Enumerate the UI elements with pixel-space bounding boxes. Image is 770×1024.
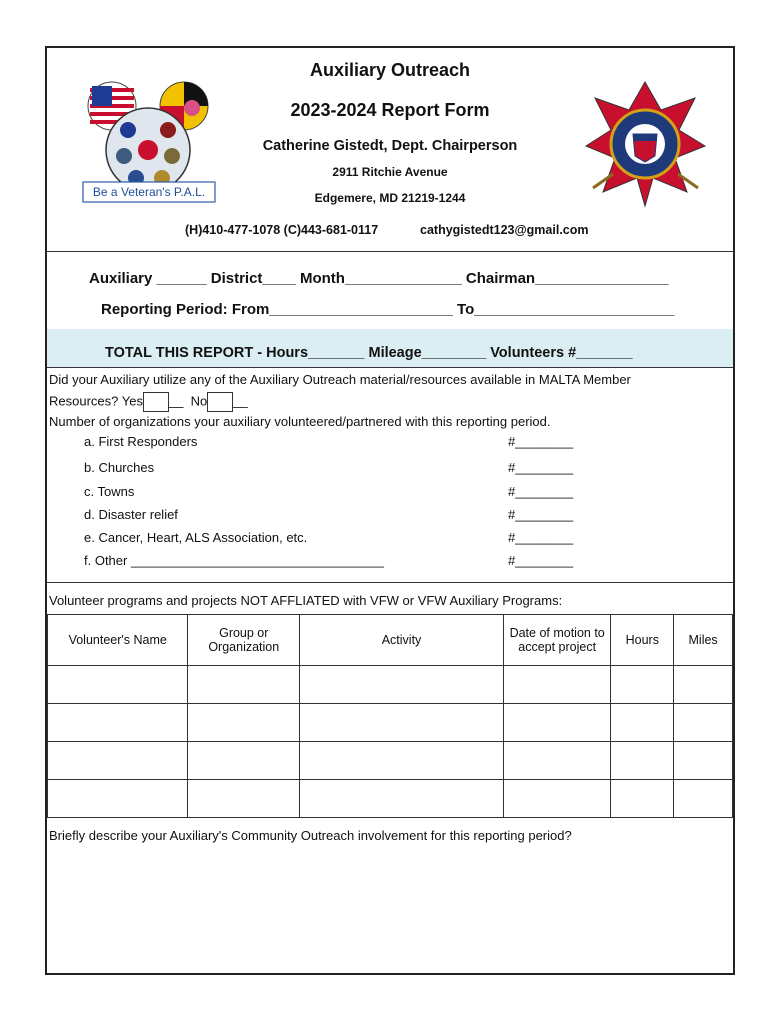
col-hours: Hours [611, 615, 674, 666]
table-cell[interactable] [300, 742, 504, 780]
reporting-period-line[interactable]: Reporting Period: From______________________ To________________________ [101, 301, 675, 318]
item-churches: b. Churches [84, 460, 155, 475]
table-cell[interactable] [300, 666, 504, 704]
table-cell[interactable] [674, 666, 733, 704]
total-report-line[interactable]: TOTAL THIS REPORT - Hours_______ Mileage________ Volunteers #_______ [105, 345, 633, 361]
email-address: cathygistedt123@gmail.com [420, 223, 589, 237]
question-malta-answer: Resources? Yes __ No __ [49, 392, 248, 412]
volunteer-programs-table [47, 614, 733, 818]
col-date-of-motion: Date of motion to accept project [503, 615, 610, 666]
form-subtitle: 2023-2024 Report Form [290, 100, 490, 120]
table-row [48, 666, 733, 704]
item-towns: c. Towns [84, 484, 135, 499]
question-malta-resources: Did your Auxiliary utilize any of the Auxiliary Outreach material/resources available in MALTA Member [49, 372, 631, 387]
table-cell[interactable] [611, 780, 674, 818]
table-header-row [48, 615, 733, 666]
auxiliary-district-month-line[interactable]: Auxiliary ______ District____ Month______________ Chairman________________ [89, 270, 669, 287]
table-cell[interactable] [503, 666, 610, 704]
table-cell[interactable] [674, 704, 733, 742]
item-other[interactable]: f. Other ___________________________________ [84, 553, 385, 568]
table-cell[interactable] [674, 742, 733, 780]
table-cell[interactable] [503, 780, 610, 818]
count-first-responders[interactable]: #________ [508, 434, 574, 449]
form-header [47, 48, 733, 252]
table-row [48, 780, 733, 818]
no-label: No [190, 393, 208, 409]
table-cell[interactable] [48, 742, 188, 780]
table-cell[interactable] [674, 780, 733, 818]
item-disaster-relief: d. Disaster relief [84, 507, 178, 522]
report-form [45, 46, 735, 975]
count-towns[interactable]: #________ [508, 484, 574, 499]
table-cell[interactable] [188, 780, 300, 818]
vfw-auxiliary-emblem [583, 78, 708, 208]
question-organizations: Number of organizations your auxiliary volunteered/partnered with this reporting period. [49, 414, 551, 429]
table-row [48, 704, 733, 742]
chairperson-name: Catherine Gistedt, Dept. Chairperson [262, 138, 518, 154]
count-cancer-heart-als[interactable]: #________ [508, 530, 574, 545]
table-row [48, 742, 733, 780]
table-cell[interactable] [611, 666, 674, 704]
table-cell[interactable] [48, 704, 188, 742]
no-checkbox[interactable] [207, 392, 233, 412]
table-cell[interactable] [188, 704, 300, 742]
table-cell[interactable] [300, 780, 504, 818]
yes-label: Resources? Yes [49, 393, 143, 409]
section-divider [47, 582, 733, 583]
table-cell[interactable] [48, 780, 188, 818]
col-activity: Activity [300, 615, 504, 666]
table-cell[interactable] [188, 666, 300, 704]
item-cancer-heart-als: e. Cancer, Heart, ALS Association, etc. [84, 530, 308, 545]
table-cell[interactable] [611, 742, 674, 780]
table-cell[interactable] [611, 704, 674, 742]
yes-checkbox[interactable] [143, 392, 169, 412]
table-cell[interactable] [48, 666, 188, 704]
describe-prompt: Briefly describe your Auxiliary's Community Outreach involvement for this reporting period? [49, 828, 572, 843]
item-first-responders: a. First Responders [84, 434, 198, 449]
table-cell[interactable] [503, 742, 610, 780]
col-group-organization: Group or Organization [188, 615, 300, 666]
programs-heading: Volunteer programs and projects NOT AFFLIATED with VFW or VFW Auxiliary Programs: [49, 593, 563, 608]
describe-answer-area[interactable] [49, 848, 729, 968]
col-miles: Miles [674, 615, 733, 666]
table-cell[interactable] [188, 742, 300, 780]
phone-numbers: (H)410-477-1078 (C)443-681-0117 [185, 223, 379, 237]
address-line-2: Edgemere, MD 21219-1244 [314, 191, 466, 205]
col-volunteer-name: Volunteer's Name [48, 615, 188, 666]
count-other[interactable]: #________ [508, 553, 574, 568]
table-cell[interactable] [300, 704, 504, 742]
count-churches[interactable]: #________ [508, 460, 574, 475]
address-line-1: 2911 Ritchie Avenue [332, 165, 448, 179]
total-report-band [47, 329, 733, 368]
form-title: Auxiliary Outreach [309, 60, 471, 80]
table-cell[interactable] [503, 704, 610, 742]
count-disaster-relief[interactable]: #________ [508, 507, 574, 522]
logo-caption: Be a Veteran's P.A.L. [92, 185, 206, 199]
